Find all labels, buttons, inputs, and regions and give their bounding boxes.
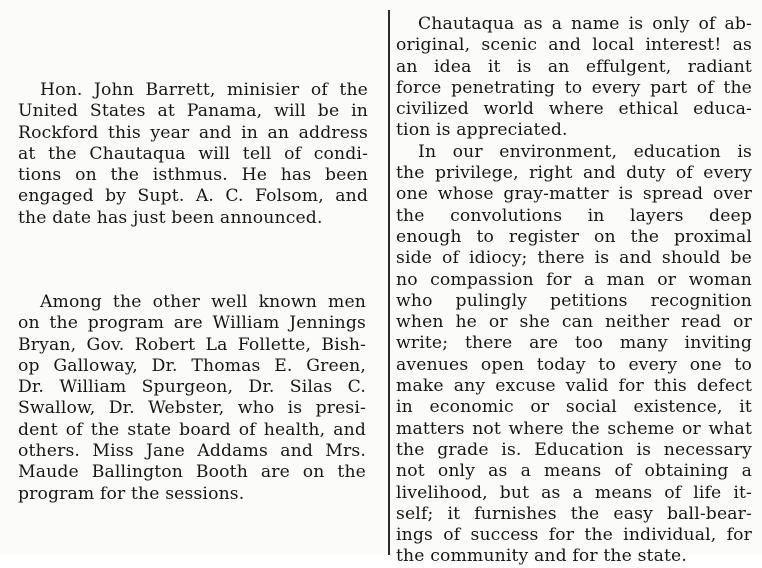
text-line: when he or she can neither read or [396,312,752,333]
text-line: original, scenic and local interest! as [396,35,752,56]
text-line: write; there are too many inviting [396,333,752,354]
text-line: In our environment, education is [418,141,752,162]
text-line: the community and for the state. [396,546,687,567]
text-line: Dr. William Spurgeon, Dr. Silas C. [18,377,366,398]
text-line: not only as a means of obtaining a [396,461,752,482]
text-line: the convolutions in layers deep [396,205,752,226]
text-line: force penetrating to every part of the [396,77,752,98]
text-line: Maude Ballington Booth are on the [18,462,366,483]
text-line: side of idiocy; there is and should be [396,248,752,269]
text-line: matters not where the scheme or what [396,418,752,439]
text-line: the date has just been announced. [18,207,323,228]
paragraph [396,142,752,568]
text-line: Rockford this year and in an address [18,122,368,143]
text-line: the grade is. Education is necessary [396,439,752,460]
text-line: self; it furnishes the easy ball-bear- [396,503,752,524]
text-line: who pulingly petitions recognition [396,290,752,311]
paragraph [396,14,752,142]
text-line: make any excuse valid for this defect [396,376,752,397]
text-line: op Galloway, Dr. Thomas E. Green, [18,355,366,376]
text-line: an idea it is an effulgent, radiant [396,56,752,77]
text-line: Among the other well known men [40,292,366,312]
text-line: tion is appreciated. [396,120,568,141]
text-line: tions on the isthmus. He has been [18,165,368,186]
text-line: enough to register on the proximal [396,226,752,247]
text-line: livelihood, but as a means of life it- [396,482,752,503]
text-line: in economic or social existence, it [396,397,752,418]
text-line: ings of success for the individual, for [396,525,752,546]
text-line: Bryan, Gov. Robert La Follette, Bish- [18,334,366,355]
article-program-speakers [18,292,366,505]
text-line: one whose gray-matter is spread over [396,184,752,205]
text-line: Hon. John Barrett, minisier of the [40,80,368,100]
text-line: on the program are William Jennings [18,313,366,334]
text-line: program for the sessions. [18,483,245,504]
text-line: others. Miss Jane Addams and Mrs. [18,441,366,462]
column-divider [388,10,390,555]
text-line: no compassion for a man or woman [396,269,752,290]
text-line: Chautaqua as a name is only of ab- [418,14,752,34]
text-line: civilized world where ethical educa- [396,99,752,120]
text-line: Swallow, Dr. Webster, who is presi- [18,398,366,419]
text-line: dent of the state board of health, and [18,419,366,440]
text-line: the privilege, right and duty of every [396,163,752,184]
article-barrett [18,80,368,229]
text-line: United States at Panama, will be in [18,101,368,122]
text-line: engaged by Supt. A. C. Folsom, and [18,186,368,207]
text-line: avenues open today to every one to [396,354,752,375]
text-line: at the Chautaqua will tell of condi- [18,143,368,164]
article-chautaqua-education [396,14,752,568]
